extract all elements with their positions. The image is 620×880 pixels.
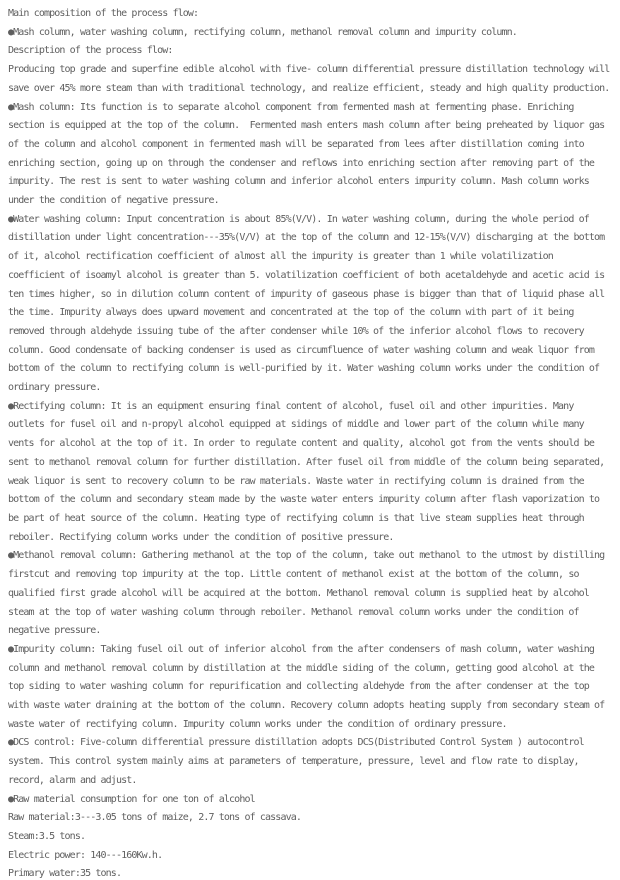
methanol-removal-column-paragraph: ●Methanol removal column: Gathering methanol at the top of the column, take out methanol to the utmost by distilling firstcut and removing top impurity at the top. Little content of methanol exist at the bottom of the column, so qualified first grade alcohol will be acquired at the bottom. Methanol removal column is supplied heat by alcohol steam at the top of water washing column through reboiler. Methanol removal column works under the condition of negative pressure. — [8, 550, 610, 637]
intro-paragraph: Producing top grade and superfine edible alcohol with five- column differential pressure distillation technology will save over 45% more steam than with traditional technology, and realize efficient, steady and high quality production. — [8, 64, 615, 94]
primary-water-line: Primary water:35 tons. — [8, 868, 122, 880]
description-heading: Description of the process flow: — [8, 45, 173, 57]
raw-material-consumption-heading: ●Raw material consumption for one ton of alcohol — [8, 793, 255, 805]
impurity-column-paragraph: ●Impurity column: Taking fusel oil out of inferior alcohol from the after condensers of mash column, water washing column and methanol removal column by distillation at the middle siding of the column, getting good alcohol at the top siding to water washing column for repurification and collecting aldehyde from the after condenser at the top with waste water draining at the bottom of the column. Recovery column adopts heating supply from secondary steam of waste water of rectifying column. Impurity column works under the condition of ordinary pressure. — [8, 643, 610, 730]
composition-list-item: ●Mash column, water washing column, rectifying column, methanol removal column and impurity column. — [8, 26, 517, 38]
steam-line: Steam:3.5 tons. — [8, 830, 86, 842]
rectifying-column-paragraph: ●Rectifying column: It is an equipment ensuring final content of alcohol, fusel oil and other impurities. Many outlets for fusel oil and n-propyl alcohol equipped at sidings of middle and lower part of the column while many vents for alcohol at the top of it. In order to regulate content and quality, alcohol got from the vents should be sent to methanol removal column for further distillation. After fusel oil from middle of the column being separated, weak liquor is sent to recovery column to be raw materials. Waste water in rectifying column is drained from the bottom of the column and secondary steam made by the waste water enters impurity column after flash vaporization to be part of heat source of the column. Heating type of rectifying column is that live steam supplies heat through reboiler. Rectifying column works under the condition of positive pressure. — [8, 400, 610, 543]
main-composition-heading: Main composition of the process flow: — [8, 8, 199, 19]
dcs-control-paragraph: ●DCS control: Five-column differential pressure distillation adopts DCS(Distributed Control System ) autocontrol system. This control system mainly aims at parameters of temperature, pressure, level and flow rate to display, record, alarm and adjust. — [8, 737, 589, 786]
process-flow-document — [8, 5, 615, 880]
mash-column-paragraph: ●Mash column: Its function is to separate alcohol component from fermented mash at fermenting phase. Enriching section is equipped at the top of the column. Fermented mash enters mash column after being preheated by liquor gas of the column and alcohol component in fermented mash will be separated from lees after distillation coming into enriching section, going up on through the condenser and reflows into enriching section after removing part of the impurity. The rest is sent to water washing column and inferior alcohol enters impurity column. Mash column works under the condition of negative pressure. — [8, 101, 610, 207]
electric-power-line: Electric power: 140---160Kw.h. — [8, 849, 163, 861]
raw-material-line: Raw material:3---3.05 tons of maize, 2.7 tons of cassava. — [8, 812, 302, 824]
water-washing-column-paragraph: ●Water washing column: Input concentration is about 85%(V/V). In water washing column, during the whole period of distillation under light concentration---35%(V/V) at the top of the column and 12-15%(V/V) discharging at the bottom of it, alcohol rectification coefficient of almost all the impurity is greater than 1 while volatilization coefficient of isoamyl alcohol is greater than 5. volatilization coefficient of both acetaldehyde and acetic acid is ten times higher, so in dilution column content of impurity of gaseous phase is bigger than that of liquid phase all the time. Impurity always does upward movement and concentrated at the top of the column with part of it being removed through aldehyde issuing tube of the after condenser while 10% of the inferior alcohol flows to recovery column. Good condensate of backing condenser is used as circumfluence of water washing column and weak liquor from bottom of the column to rectifying column is well-purified by it. Water washing column works under the condition of ordinary pressure. — [8, 213, 610, 394]
